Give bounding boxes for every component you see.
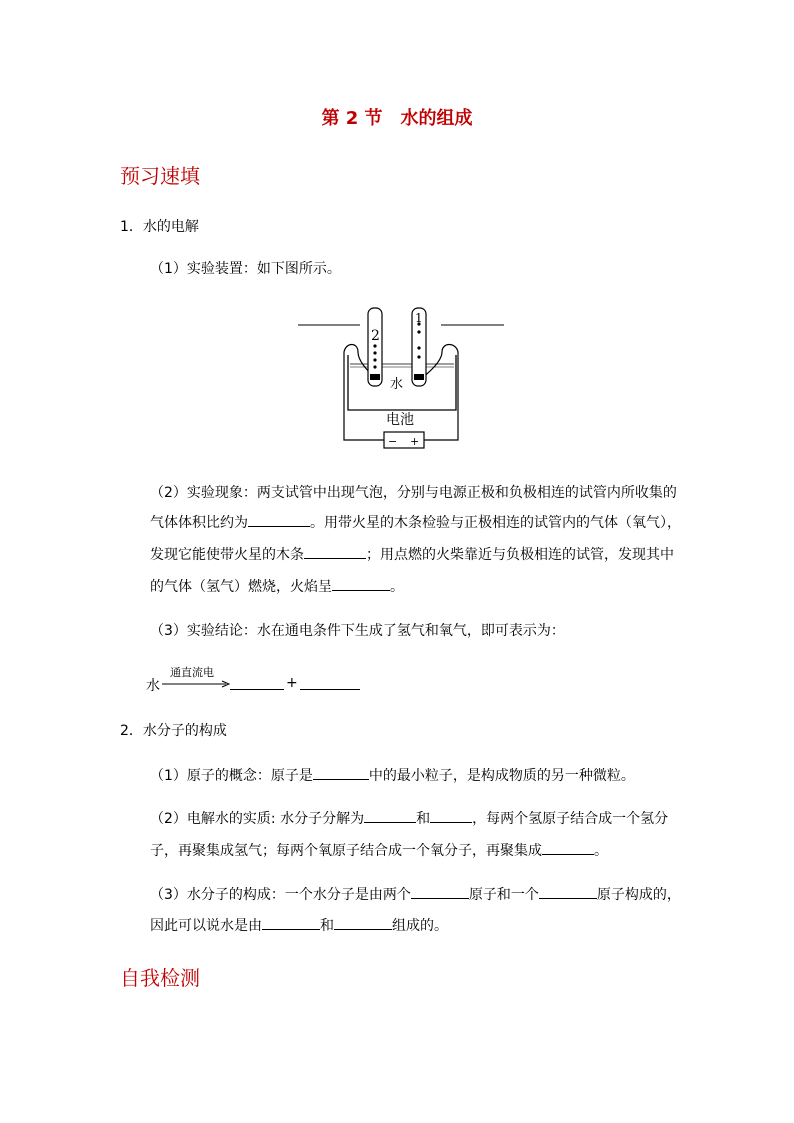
tube-label-1: 1	[415, 311, 423, 325]
blank-element-2[interactable]	[334, 917, 392, 930]
battery-minus: −	[388, 435, 398, 448]
apparatus-text: （1）实验装置：如下图所示。	[150, 261, 341, 277]
item-water-electrolysis: 1．水的电解	[120, 219, 199, 235]
blank-volume-ratio[interactable]	[248, 514, 310, 527]
equation-plus: +	[286, 675, 298, 691]
water-label: 水	[390, 377, 404, 392]
phenomena-line-4: 的气体（氢气）燃烧，火焰呈 。	[150, 579, 404, 595]
blank-splint-result[interactable]	[304, 546, 366, 559]
phenomena-line-1: （2）实验现象：两支试管中出现气泡，分别与电源正极和负极相连的试管内所收集的	[150, 485, 677, 501]
tube-label-2: 2	[371, 328, 380, 344]
molecule-composition-line-2: 因此可以说水是由 和 组成的。	[150, 918, 448, 934]
electrolysis-essence-line-2: 子，再聚集成氢气；每两个氧原子结合成一个氧分子，再聚集成 。	[150, 843, 608, 859]
conclusion-text: （3）实验结论：水在通电条件下生成了氢气和氧气，即可表示为：	[150, 623, 565, 639]
section-selfcheck: 自我检测	[120, 966, 200, 990]
phenomena-line-3: 发现它能使带火星的木条 ；用点燃的火柴靠近与负极相连的试管，发现其中	[150, 547, 674, 563]
molecule-composition-line-1: （3）水分子的构成：一个水分子是由两个 原子和一个 原子构成的，	[150, 887, 681, 903]
electrolysis-essence-line-1: （2）电解水的实质: 水分子分解为 和 ，每两个氢原子结合成一个氢分	[150, 811, 669, 827]
equation-reactant: 水	[146, 678, 160, 694]
blank-decompose-1[interactable]	[364, 810, 416, 823]
battery-label: 电池	[386, 412, 414, 428]
equation-condition: 通直流电	[170, 666, 214, 679]
blank-element-1[interactable]	[262, 917, 320, 930]
blank-product-1[interactable]	[230, 677, 284, 690]
blank-flame-color[interactable]	[332, 578, 390, 591]
blank-atom-concept[interactable]	[313, 767, 369, 780]
phenomena-line-2: 气体体积比约为 。用带火星的木条检验与正极相连的试管内的气体（氧气），	[150, 515, 681, 531]
blank-product-2[interactable]	[300, 677, 360, 690]
equation-arrow	[162, 680, 232, 688]
electrolysis-apparatus-figure	[296, 300, 508, 450]
blank-atom-type-1[interactable]	[411, 886, 469, 899]
section-preview: 预习速填	[120, 164, 200, 188]
item-water-molecule: 2．水分子的构成	[120, 723, 227, 739]
atom-concept: （1）原子的概念：原子是 中的最小粒子，是构成物质的另一种微粒。	[150, 768, 635, 784]
blank-atom-type-2[interactable]	[539, 886, 597, 899]
blank-decompose-2[interactable]	[430, 810, 472, 823]
blank-oxygen[interactable]	[542, 842, 594, 855]
battery-plus: +	[410, 435, 420, 448]
page-title: 第 2 节 水的组成	[321, 108, 473, 129]
